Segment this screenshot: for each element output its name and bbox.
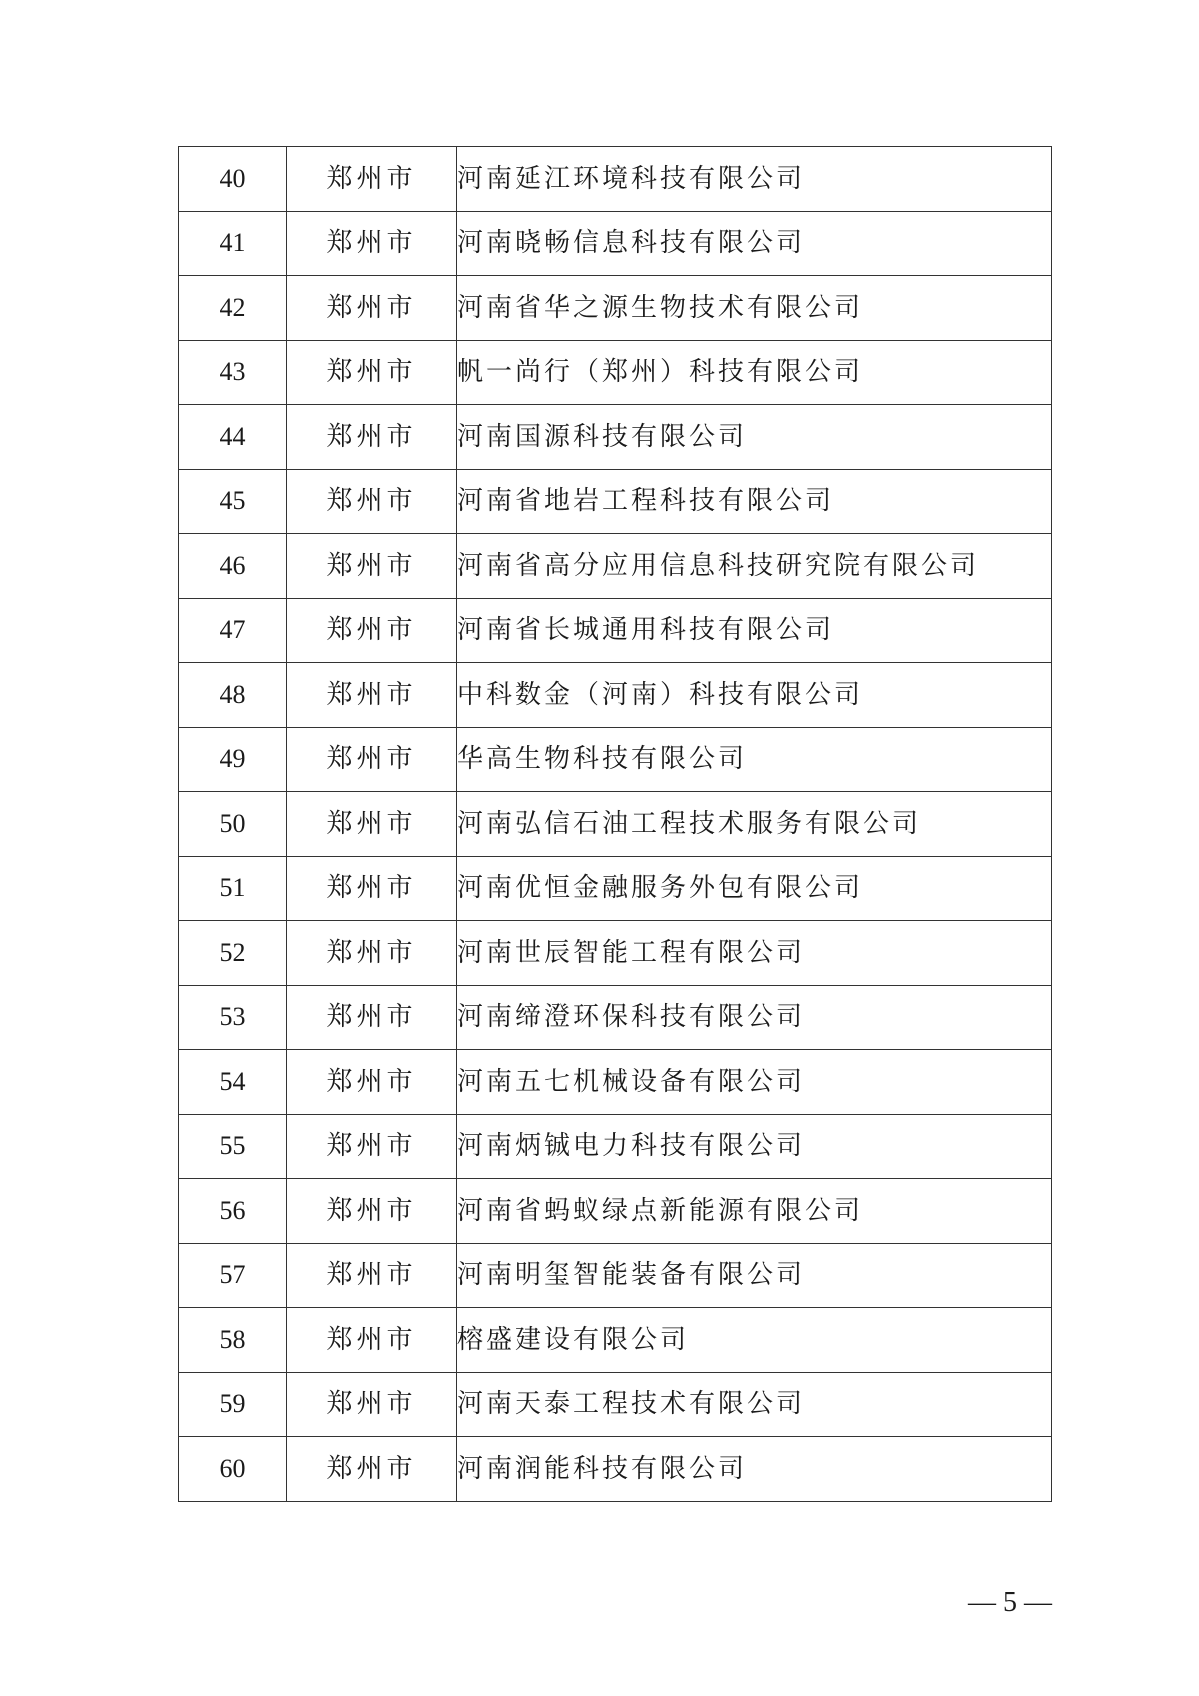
row-city: 郑州市: [287, 598, 457, 663]
row-number: 54: [179, 1050, 287, 1115]
row-company-name: 河南天泰工程技术有限公司: [457, 1372, 1052, 1437]
row-company-name: 河南世辰智能工程有限公司: [457, 921, 1052, 986]
row-number: 60: [179, 1437, 287, 1502]
table-row: [179, 534, 1052, 599]
row-city: 郑州市: [287, 469, 457, 534]
row-city: 郑州市: [287, 534, 457, 599]
row-company-name: 河南省地岩工程科技有限公司: [457, 469, 1052, 534]
company-table-body: [179, 147, 1052, 1502]
row-number: 59: [179, 1372, 287, 1437]
row-city: 郑州市: [287, 921, 457, 986]
row-city: 郑州市: [287, 856, 457, 921]
table-row: [179, 1114, 1052, 1179]
table-row: [179, 1372, 1052, 1437]
row-number: 53: [179, 985, 287, 1050]
table-row: [179, 921, 1052, 986]
row-company-name: 中科数金（河南）科技有限公司: [457, 663, 1052, 728]
row-city: 郑州市: [287, 276, 457, 341]
row-city: 郑州市: [287, 985, 457, 1050]
row-city: 郑州市: [287, 405, 457, 470]
row-number: 56: [179, 1179, 287, 1244]
row-company-name: 河南润能科技有限公司: [457, 1437, 1052, 1502]
row-city: 郑州市: [287, 1372, 457, 1437]
row-company-name: 榕盛建设有限公司: [457, 1308, 1052, 1373]
row-company-name: 河南炳铖电力科技有限公司: [457, 1114, 1052, 1179]
row-company-name: 河南优恒金融服务外包有限公司: [457, 856, 1052, 921]
row-city: 郑州市: [287, 211, 457, 276]
row-city: 郑州市: [287, 1437, 457, 1502]
row-company-name: 河南明玺智能装备有限公司: [457, 1243, 1052, 1308]
row-city: 郑州市: [287, 1308, 457, 1373]
table-row: [179, 405, 1052, 470]
table-row: [179, 985, 1052, 1050]
row-city: 郑州市: [287, 147, 457, 212]
row-number: 44: [179, 405, 287, 470]
row-number: 40: [179, 147, 287, 212]
row-city: 郑州市: [287, 663, 457, 728]
table-row: [179, 1437, 1052, 1502]
table-row: [179, 598, 1052, 663]
row-city: 郑州市: [287, 1243, 457, 1308]
row-company-name: 河南缔澄环保科技有限公司: [457, 985, 1052, 1050]
table-row: [179, 663, 1052, 728]
table-row: [179, 1179, 1052, 1244]
row-number: 41: [179, 211, 287, 276]
row-number: 50: [179, 792, 287, 857]
row-company-name: 河南省蚂蚁绿点新能源有限公司: [457, 1179, 1052, 1244]
table-row: [179, 1243, 1052, 1308]
row-city: 郑州市: [287, 1114, 457, 1179]
table-row: [179, 1050, 1052, 1115]
row-number: 55: [179, 1114, 287, 1179]
row-company-name: 河南省高分应用信息科技研究院有限公司: [457, 534, 1052, 599]
company-table: [178, 146, 1052, 1502]
row-number: 47: [179, 598, 287, 663]
row-city: 郑州市: [287, 792, 457, 857]
table-row: [179, 792, 1052, 857]
table-row: [179, 211, 1052, 276]
row-company-name: 河南五七机械设备有限公司: [457, 1050, 1052, 1115]
row-city: 郑州市: [287, 340, 457, 405]
row-city: 郑州市: [287, 1179, 457, 1244]
row-company-name: 帆一尚行（郑州）科技有限公司: [457, 340, 1052, 405]
table-row: [179, 727, 1052, 792]
row-number: 51: [179, 856, 287, 921]
row-number: 42: [179, 276, 287, 341]
row-company-name: 华高生物科技有限公司: [457, 727, 1052, 792]
row-number: 57: [179, 1243, 287, 1308]
page-number: — 5 —: [968, 1587, 1052, 1618]
row-company-name: 河南晓畅信息科技有限公司: [457, 211, 1052, 276]
row-city: 郑州市: [287, 727, 457, 792]
row-number: 48: [179, 663, 287, 728]
table-row: [179, 276, 1052, 341]
table-row: [179, 856, 1052, 921]
table-row: [179, 147, 1052, 212]
table-row: [179, 469, 1052, 534]
row-company-name: 河南省华之源生物技术有限公司: [457, 276, 1052, 341]
table-row: [179, 340, 1052, 405]
row-number: 46: [179, 534, 287, 599]
row-city: 郑州市: [287, 1050, 457, 1115]
row-company-name: 河南延江环境科技有限公司: [457, 147, 1052, 212]
row-company-name: 河南省长城通用科技有限公司: [457, 598, 1052, 663]
table-row: [179, 1308, 1052, 1373]
row-number: 58: [179, 1308, 287, 1373]
row-number: 43: [179, 340, 287, 405]
row-company-name: 河南弘信石油工程技术服务有限公司: [457, 792, 1052, 857]
row-number: 49: [179, 727, 287, 792]
row-company-name: 河南国源科技有限公司: [457, 405, 1052, 470]
row-number: 52: [179, 921, 287, 986]
row-number: 45: [179, 469, 287, 534]
